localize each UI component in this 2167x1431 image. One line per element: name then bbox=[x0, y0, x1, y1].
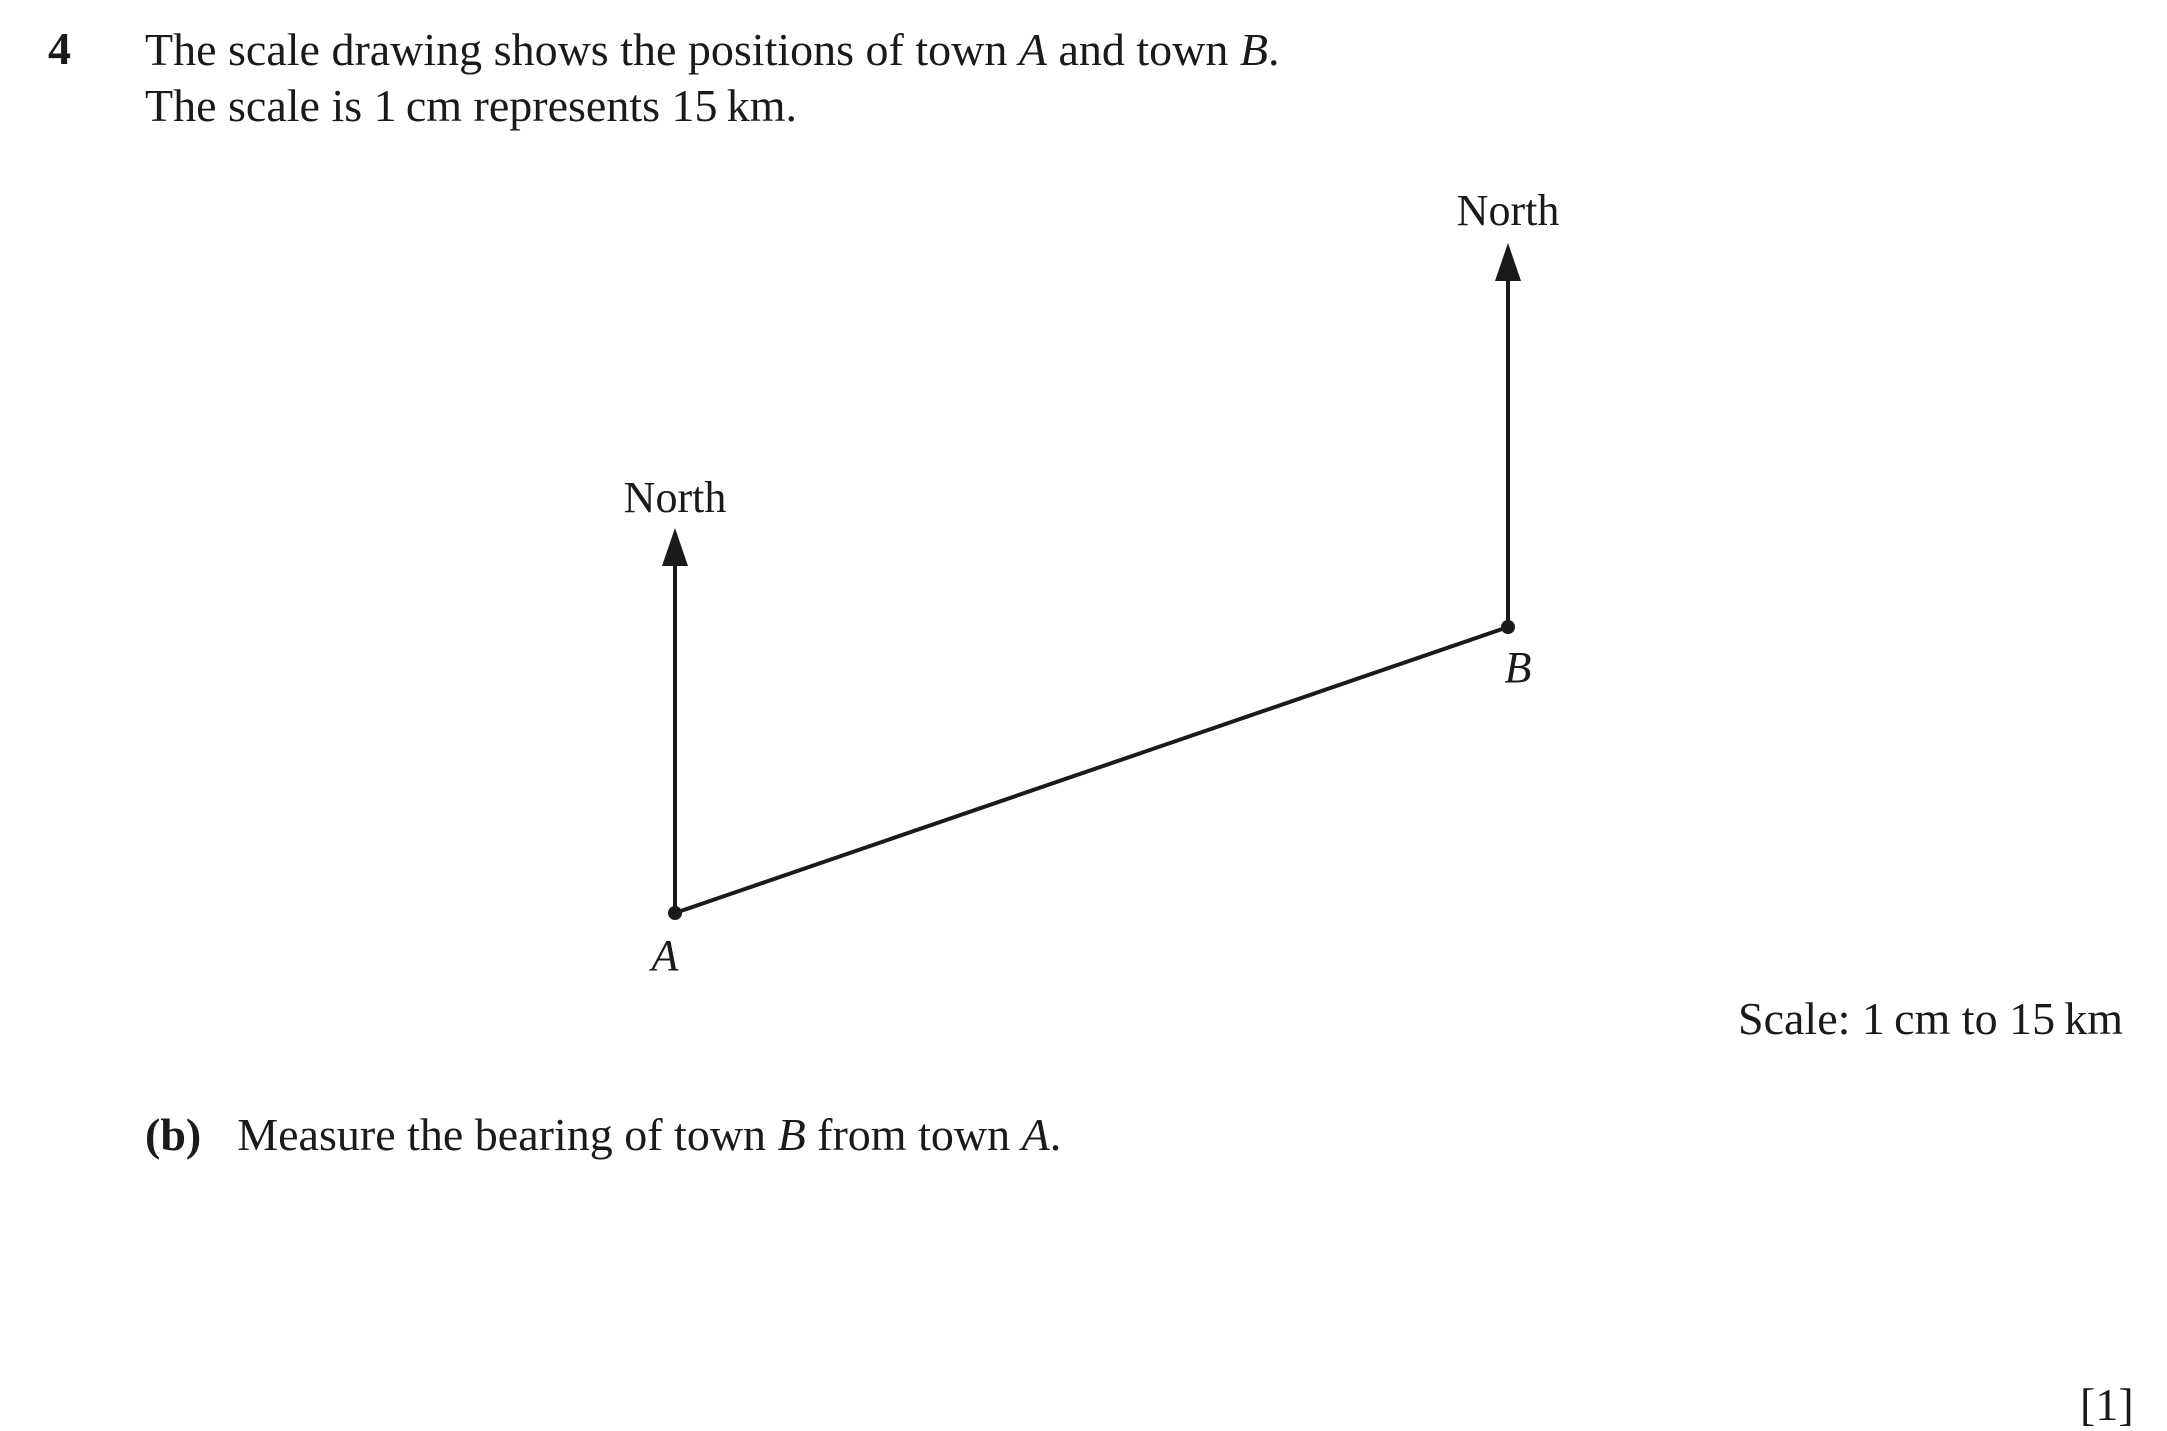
question-intro bbox=[145, 22, 1280, 134]
part-b-town-a: A bbox=[1021, 1109, 1050, 1160]
part-b-text-1: Measure the bearing of town bbox=[237, 1109, 778, 1160]
intro-text-1: The scale drawing shows the positions of town bbox=[145, 24, 1019, 75]
town-b-label: B bbox=[1504, 643, 1532, 692]
north-label-a: North bbox=[623, 473, 727, 522]
part-b-question bbox=[145, 1108, 1061, 1161]
line-ab bbox=[675, 627, 1508, 913]
part-b-label: (b) bbox=[145, 1109, 202, 1160]
intro-line-2: The scale is 1 cm represents 15 km. bbox=[145, 80, 797, 131]
intro-town-a: A bbox=[1018, 24, 1047, 75]
north-arrowhead-b bbox=[1495, 243, 1521, 281]
part-b-text-2: from town bbox=[805, 1109, 1022, 1160]
intro-text-3: . bbox=[1268, 24, 1280, 75]
part-b-text-3: . bbox=[1049, 1109, 1062, 1160]
town-b-point bbox=[1501, 620, 1515, 634]
intro-line-1 bbox=[145, 22, 1280, 78]
intro-text-2: and town bbox=[1046, 24, 1240, 75]
intro-town-b: B bbox=[1239, 24, 1269, 75]
part-b-town-b: B bbox=[777, 1109, 806, 1160]
north-arrowhead-a bbox=[662, 528, 688, 566]
north-label-b: North bbox=[1456, 186, 1560, 235]
marks-allocation: [1] bbox=[2080, 1379, 2134, 1430]
town-a-label: A bbox=[651, 931, 679, 980]
question-number: 4 bbox=[48, 23, 71, 74]
town-a-point bbox=[668, 906, 682, 920]
scale-note: Scale: 1 cm to 15 km bbox=[1738, 993, 2124, 1044]
